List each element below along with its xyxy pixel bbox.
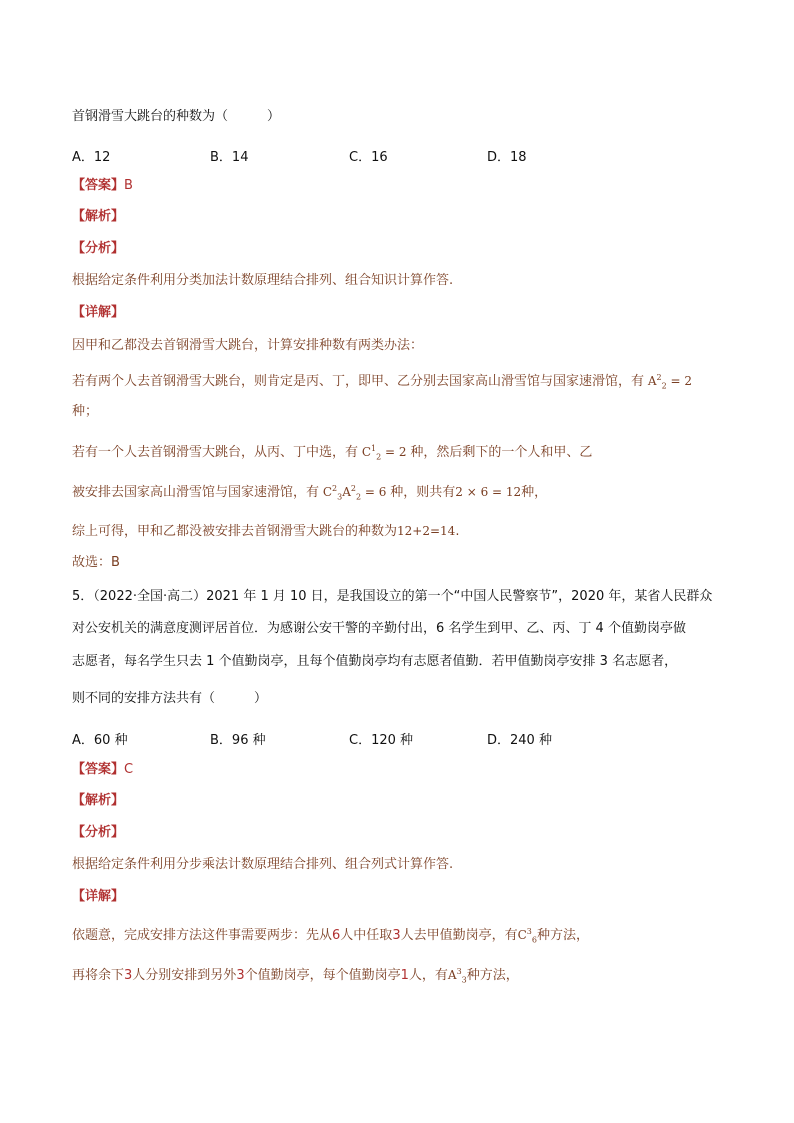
symbol-a: A — [447, 968, 457, 982]
q4-detail-1: 因甲和乙都没去首钢滑雪大跳台，计算安排种数有两类办法： — [72, 338, 424, 353]
q5-detail-1-formula — [517, 927, 537, 945]
q5-option-b[interactable]: B．96 种 — [210, 733, 266, 748]
sub: 3 — [337, 492, 343, 502]
q4-fenxi-label: 【分析】 — [72, 241, 125, 256]
symbol-c: C — [361, 445, 372, 459]
q5-detail-1-text-4: 种方法， — [536, 928, 589, 943]
q5-stem-line-2: 对公安机关的满意度测评居首位．为感谢公安干警的辛勤付出，6 名学生到甲、乙、丙、丁 4 个值勤岗亭做 — [72, 621, 686, 636]
q5-option-a[interactable]: A．60 种 — [72, 733, 128, 748]
formula-value: = 6 — [364, 485, 387, 499]
q5-detail-1-text-2: 人中任取 — [340, 928, 393, 943]
q5-detail-2-text: 再将余下 — [72, 968, 125, 983]
q4-detail-4-text-3: 种， — [521, 485, 548, 500]
q4-detail-3-text: 若有一个人去首钢滑雪大跳台，从丙、丁中选，有 — [72, 445, 359, 460]
q5-detail-2-text-4: 人，有 — [408, 968, 448, 983]
q4-detail-2-text: 若有两个人去首钢滑雪大跳台，则肯定是丙、丁，即甲、乙分别去国家高山滑雪馆与国家速滑馆，有 — [72, 374, 645, 389]
q5-analysis-label: 【解析】 — [72, 793, 125, 808]
q5-detail-label: 【详解】 — [72, 889, 125, 904]
formula-value: = 2 — [385, 445, 407, 459]
sub: 3 — [461, 975, 467, 985]
sup: 2 — [350, 484, 356, 493]
sub: 6 — [531, 935, 537, 945]
sup: 3 — [526, 927, 532, 936]
q4-analysis-label: 【解析】 — [72, 209, 125, 224]
formula-value: = 2 — [670, 374, 693, 388]
q4-detail-2-cont: 种； — [72, 404, 99, 419]
q4-detail-2-formula — [644, 373, 693, 391]
q4-answer — [72, 177, 133, 195]
q5-detail-2-num-3: 3 — [124, 968, 133, 983]
q4-stem-tail: 首钢滑雪大跳台的种数为（ ） — [72, 109, 281, 124]
sup: 2 — [332, 484, 338, 493]
q5-answer-label: 【答案】 — [72, 762, 125, 777]
q4-answer-label: 【答案】 — [72, 178, 125, 193]
q4-detail-3-formula — [358, 444, 410, 462]
q4-detail-4-text-2: 种，则共有 — [390, 485, 456, 500]
q5-detail-1-text-3: 人去甲值勤岗亭，有 — [400, 928, 518, 943]
sub: 2 — [355, 492, 362, 502]
q4-detail-label: 【详解】 — [72, 305, 125, 320]
symbol-a: A — [342, 485, 351, 499]
q4-option-c[interactable]: C．16 — [349, 150, 388, 165]
q4-conclusion: 故选：B — [72, 555, 120, 570]
sup: 3 — [456, 967, 462, 976]
q5-fenxi-text: 根据给定条件利用分步乘法计数原理结合排列、组合列式计算作答. — [72, 857, 454, 872]
q4-detail-2 — [72, 372, 692, 391]
symbol-c: C — [322, 485, 333, 499]
q4-detail-3 — [72, 443, 592, 462]
symbol-a: A — [647, 374, 657, 388]
q4-fenxi-text: 根据给定条件利用分类加法计数原理结合排列、组合知识计算作答. — [72, 273, 454, 288]
q5-stem-line-1: 5．（2022·全国·高二）2021 年 1 月 10 日，是我国设立的第一个“中国人民警察节”，2020 年，某省人民群众 — [72, 589, 713, 604]
q5-detail-1-text: 依题意，完成安排方法这件事需要两步：先从 — [72, 928, 333, 943]
q4-detail-4-text: 被安排去国家高山滑雪馆与国家速滑馆，有 — [72, 485, 320, 500]
q4-detail-5-text: 综上可得，甲和乙都没被安排去首钢滑雪大跳台的种数为 — [72, 524, 398, 539]
q5-stem-line-3: 志愿者，每名学生只去 1 个值勤岗亭，且每个值勤岗亭均有志愿者值勤．若甲值勤岗亭安排 3 名志愿者， — [72, 654, 678, 669]
q4-answer-value: B — [124, 178, 133, 193]
q4-detail-4 — [72, 483, 547, 502]
sub: 2 — [661, 381, 667, 391]
q5-detail-2 — [72, 966, 519, 985]
symbol-c: C — [517, 928, 527, 942]
q4-detail-4-formula — [319, 484, 390, 502]
q5-answer-value: C — [124, 762, 134, 777]
q4-options — [72, 146, 732, 164]
q4-detail-5-end: . — [455, 524, 460, 539]
q5-fenxi-label: 【分析】 — [72, 825, 125, 840]
sup: 2 — [656, 373, 662, 382]
sup: 1 — [371, 444, 377, 453]
q5-answer — [72, 761, 133, 779]
q5-detail-2-num-1: 1 — [400, 968, 409, 983]
q5-detail-2-text-2: 人分别安排到另外 — [132, 968, 237, 983]
q4-detail-5 — [72, 522, 459, 541]
q5-option-c[interactable]: C．120 种 — [349, 733, 414, 748]
q5-detail-2-formula — [447, 967, 467, 985]
q5-detail-1 — [72, 926, 589, 945]
q5-detail-2-text-3: 个值勤岗亭，每个值勤岗亭 — [244, 968, 401, 983]
q4-option-b[interactable]: B．14 — [210, 150, 249, 165]
q5-detail-1-num-6: 6 — [332, 928, 341, 943]
q4-detail-4-formula-2: 2 × 6 = 12 — [455, 485, 522, 499]
q5-detail-1-num-3: 3 — [392, 928, 401, 943]
q5-detail-2-num-3b: 3 — [236, 968, 245, 983]
q4-option-a[interactable]: A．12 — [72, 150, 111, 165]
q5-stem-line-4: 则不同的安排方法共有（ ） — [72, 691, 268, 706]
q5-option-d[interactable]: D．240 种 — [487, 733, 552, 748]
q5-detail-2-text-5: 种方法， — [466, 968, 519, 983]
q4-detail-5-formula: 12+2=14 — [397, 524, 456, 538]
q5-options — [72, 729, 732, 747]
q4-option-d[interactable]: D．18 — [487, 150, 527, 165]
q4-detail-3-text-2: 种，然后剩下的一个人和甲、乙 — [410, 445, 593, 460]
sub: 2 — [376, 452, 382, 462]
